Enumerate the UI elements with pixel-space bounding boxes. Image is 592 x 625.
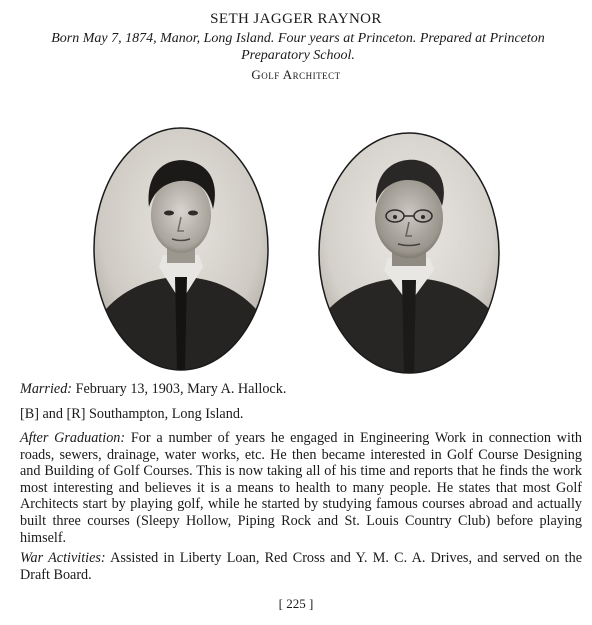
after-graduation-label: After Graduation: (20, 430, 126, 446)
war-activities-paragraph (20, 550, 582, 583)
after-graduation-paragraph (20, 430, 582, 546)
married-label: Married: (20, 381, 73, 397)
war-activities-label: War Activities: (20, 550, 106, 566)
war-activities-text: Assisted in Liberty Loan, Red Cross and Y. M. C. A. Drives, and served on the Draft Board. (20, 550, 582, 583)
residence-line (20, 406, 582, 423)
residence-b: [B] (20, 406, 39, 422)
married-text: February 13, 1903, Mary A. Hallock. (72, 381, 287, 397)
residence-text: Southampton, Long Island. (85, 406, 244, 422)
entry-name: SETH JAGGER RAYNOR (210, 11, 382, 27)
portrait-older (318, 132, 500, 374)
birth-info: Born May 7, 1874, Manor, Long Island. Four years at Princeton. Prepared at Princeton Preparatory School. (51, 31, 545, 63)
portrait-young (93, 127, 269, 371)
residence-r: [R] (66, 406, 86, 422)
occupation: Golf Architect (251, 67, 341, 82)
married-line (20, 381, 582, 398)
after-graduation-text: For a number of years he engaged in Engineering Work in connection with roads, sewers, drainage, water works, etc. He then became interested in Golf Course Designing and Building of Golf Courses. This is now taking all of his time and reports that he finds the work most interesting and believes it is a means to health to many people. He states that most Golf Architects start by playing golf, while he started by studying famous courses abroad and actually built three courses (Sleepy Hollow, Piping Rock and St. Louis Country Club) before playing himself. (20, 430, 582, 546)
residence-and: and (38, 406, 67, 422)
page-number: [ 225 ] (278, 596, 314, 611)
